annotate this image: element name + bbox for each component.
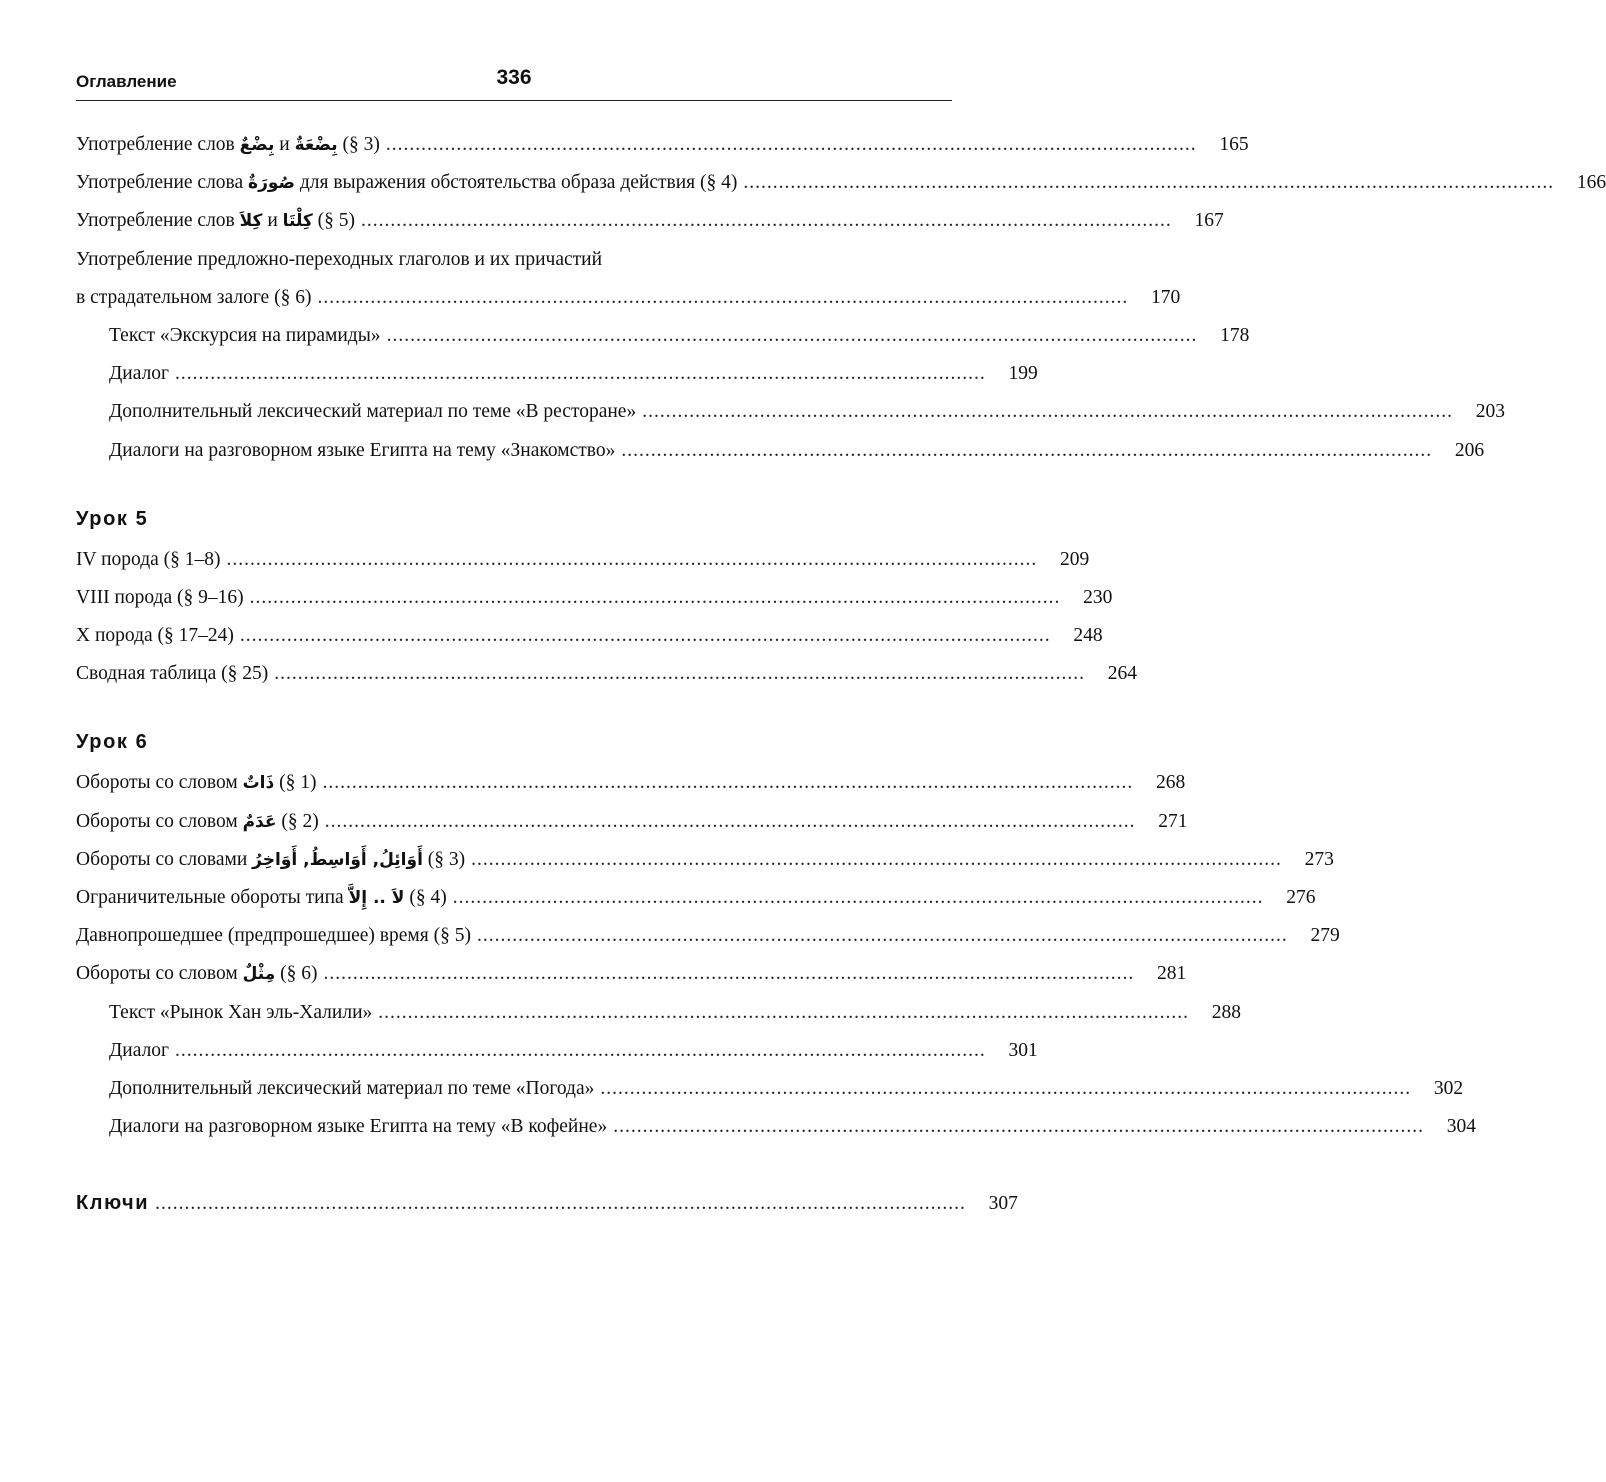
dot-leader: .......................................................................................................................................... xyxy=(317,286,1129,308)
toc-subentry[interactable] xyxy=(76,401,1505,439)
dot-leader: .......................................................................................................................................... xyxy=(361,210,1172,232)
toc-page-number: 230 xyxy=(1083,586,1113,608)
dot-leader: .......................................................................................................................................... xyxy=(249,586,1061,608)
toc-entry[interactable] xyxy=(76,810,1188,849)
toc-page-number: 271 xyxy=(1158,810,1188,832)
toc-page-number: 170 xyxy=(1150,286,1181,308)
toc-entry-title: Диалог xyxy=(109,363,170,385)
toc-entry-title: Обороты со словом مِثْلٌ (§ 6) xyxy=(76,963,318,985)
toc-subentry[interactable] xyxy=(76,1116,1476,1154)
arabic-word: أَوَائِلُ, أَوَاسِطُ, أَوَاخِرُ xyxy=(252,849,423,870)
arabic-word: صُورَةٌ xyxy=(248,173,295,194)
running-header xyxy=(76,62,952,101)
toc-page-number: 281 xyxy=(1156,963,1187,985)
toc-entry-title: VIII порода (§ 9–16) xyxy=(76,586,244,608)
table-of-contents xyxy=(76,134,1606,1231)
page-number: 336 xyxy=(496,66,532,89)
toc-entry-title: Сводная таблица (§ 25) xyxy=(76,663,269,685)
dot-leader: .......................................................................................................................................... xyxy=(471,848,1282,870)
toc-entry[interactable] xyxy=(76,286,1181,325)
toc-page-number: 276 xyxy=(1286,887,1316,908)
toc-entry-title: Ограничительные обороты типа لاَ .. إِلاَّ (§ 4) xyxy=(76,887,447,908)
toc-subentry[interactable] xyxy=(76,363,1038,401)
toc-entry-title: Обороты со словом ذَاتٌ (§ 1) xyxy=(76,772,317,794)
dot-leader: .......................................................................................................................................... xyxy=(322,772,1134,794)
lesson-heading[interactable]: Урок 5 xyxy=(76,507,149,530)
spacer xyxy=(76,478,944,500)
toc-page-number: 273 xyxy=(1304,848,1334,870)
toc-page-number: 304 xyxy=(1446,1116,1476,1138)
toc-subentry[interactable] xyxy=(76,1077,1464,1116)
toc-subentry[interactable] xyxy=(76,1001,1242,1040)
lesson-heading[interactable]: Урок 6 xyxy=(76,731,149,754)
toc-entry-keys[interactable] xyxy=(76,1192,1018,1230)
dot-leader: .......................................................................................................................................... xyxy=(621,439,1433,461)
toc-page-number: 199 xyxy=(1008,363,1038,385)
toc-subentry[interactable] xyxy=(76,324,1250,363)
toc-page-number: 279 xyxy=(1310,925,1340,947)
spacer xyxy=(76,761,944,772)
toc-entry-title: Текст «Экскурсия на пирамиды» xyxy=(109,324,381,346)
dot-leader: .......................................................................................................................................... xyxy=(239,625,1051,647)
toc-page-number: 209 xyxy=(1060,548,1090,570)
arabic-word: عَدَمٌ xyxy=(242,811,277,832)
toc-subentry[interactable] xyxy=(76,439,1485,478)
toc-entry[interactable] xyxy=(76,772,1186,810)
toc-entry-title: Диалоги на разговорном языке Египта на тему «Знакомство» xyxy=(109,439,616,461)
toc-entry-title: Ключи xyxy=(76,1192,150,1215)
toc-entry-title: Употребление слов بِضْعٌ и بِضْعَةٌ (§ 3) xyxy=(76,134,380,155)
toc-page-number: 206 xyxy=(1454,439,1485,461)
dot-leader: .......................................................................................................................................... xyxy=(642,401,1453,423)
toc-entry-title: Употребление предложно-переходных глаголов и их причастий xyxy=(76,248,603,270)
arabic-word: كِلْتَا xyxy=(282,211,313,232)
toc-entry-title: Употребление слова صُورَةٌ для выражения обстоятельства образа действия (§ 4) xyxy=(76,172,738,194)
toc-entry-title: Текст «Рынок Хан эль-Халили» xyxy=(109,1001,373,1023)
dot-leader: .......................................................................................................................................... xyxy=(155,1193,966,1215)
toc-page-number: 203 xyxy=(1475,401,1505,423)
arabic-word: بِضْعٌ xyxy=(239,135,275,155)
toc-entry-title: Давнопрошедшее (предпрошедшее) время (§ 5) xyxy=(76,925,471,947)
toc-entry-title: X порода (§ 17–24) xyxy=(76,625,234,647)
toc-entry-title: Дополнительный лексический материал по теме «В ресторане» xyxy=(109,401,637,423)
toc-page-number: 264 xyxy=(1107,663,1137,685)
dot-leader: .......................................................................................................................................... xyxy=(175,363,986,385)
arabic-word: بِضْعَةٌ xyxy=(294,135,338,155)
toc-page-number: 288 xyxy=(1211,1001,1242,1023)
dot-leader: .......................................................................................................................................... xyxy=(600,1077,1412,1099)
toc-entry[interactable] xyxy=(76,548,1090,587)
dot-leader: .......................................................................................................................................... xyxy=(613,1116,1424,1138)
dot-leader: .......................................................................................................................................... xyxy=(324,810,1136,832)
arabic-word: ذَاتٌ xyxy=(242,773,275,794)
toc-entry-title: IV порода (§ 1–8) xyxy=(76,548,221,570)
toc-page-number: 165 xyxy=(1219,134,1249,155)
toc-page-number: 307 xyxy=(988,1193,1018,1215)
toc-entry[interactable] xyxy=(76,848,1334,887)
toc-entry[interactable] xyxy=(76,887,1316,925)
toc-entry[interactable] xyxy=(76,963,1187,1001)
dot-leader: .......................................................................................................................................... xyxy=(476,925,1288,947)
toc-entry[interactable] xyxy=(76,925,1340,963)
toc-page-number: 301 xyxy=(1008,1039,1038,1061)
dot-leader: .......................................................................................................................................... xyxy=(386,324,1198,346)
dot-leader: .......................................................................................................................................... xyxy=(274,663,1085,685)
toc-page-number: 178 xyxy=(1220,324,1250,346)
toc-entry[interactable] xyxy=(76,586,1113,625)
toc-entry-title: в страдательном залоге (§ 6) xyxy=(76,286,312,308)
dot-leader: .......................................................................................................................................... xyxy=(226,548,1038,570)
arabic-word: لاَ .. إِلاَّ xyxy=(348,888,405,908)
toc-entry[interactable] xyxy=(76,625,1103,663)
running-title: Оглавление xyxy=(76,72,177,91)
spacer xyxy=(76,701,944,723)
arabic-word: مِثْلٌ xyxy=(242,964,276,985)
toc-page-number: 167 xyxy=(1194,210,1224,232)
toc-entry[interactable] xyxy=(76,172,1606,210)
toc-subentry[interactable] xyxy=(76,1039,1038,1078)
dot-leader: .......................................................................................................................................... xyxy=(743,172,1555,194)
toc-entry[interactable] xyxy=(76,134,1249,172)
toc-page-number: 302 xyxy=(1433,1077,1464,1099)
toc-entry-title: Дополнительный лексический материал по теме «Погода» xyxy=(109,1077,595,1099)
toc-entry-title: Диалоги на разговорном языке Египта на тему «В кофейне» xyxy=(109,1116,608,1138)
dot-leader: .......................................................................................................................................... xyxy=(385,134,1197,155)
toc-entry[interactable] xyxy=(76,663,1137,701)
toc-entry-title: Диалог xyxy=(109,1039,170,1061)
spacer xyxy=(76,1154,944,1192)
toc-page-number: 166 xyxy=(1576,172,1606,194)
dot-leader: .......................................................................................................................................... xyxy=(323,963,1135,985)
toc-entry[interactable] xyxy=(76,210,1224,248)
toc-entry-title: Обороты со словами أَوَائِلُ, أَوَاسِطُ, أَوَاخِرُ (§ 3) xyxy=(76,848,466,870)
toc-entry-title: Обороты со словом عَدَمٌ (§ 2) xyxy=(76,810,319,832)
toc-page-number: 248 xyxy=(1073,625,1103,647)
dot-leader: .......................................................................................................................................... xyxy=(378,1001,1190,1023)
toc-entry-title: Употребление слов كِلاَ и كِلْتَا (§ 5) xyxy=(76,210,356,232)
toc-page-number: 268 xyxy=(1155,772,1186,794)
dot-leader: .......................................................................................................................................... xyxy=(175,1039,986,1061)
toc-entry-first-line[interactable] xyxy=(76,249,944,287)
dot-leader: .......................................................................................................................................... xyxy=(452,887,1264,908)
spacer xyxy=(76,538,944,549)
arabic-word: كِلاَ xyxy=(239,211,263,232)
